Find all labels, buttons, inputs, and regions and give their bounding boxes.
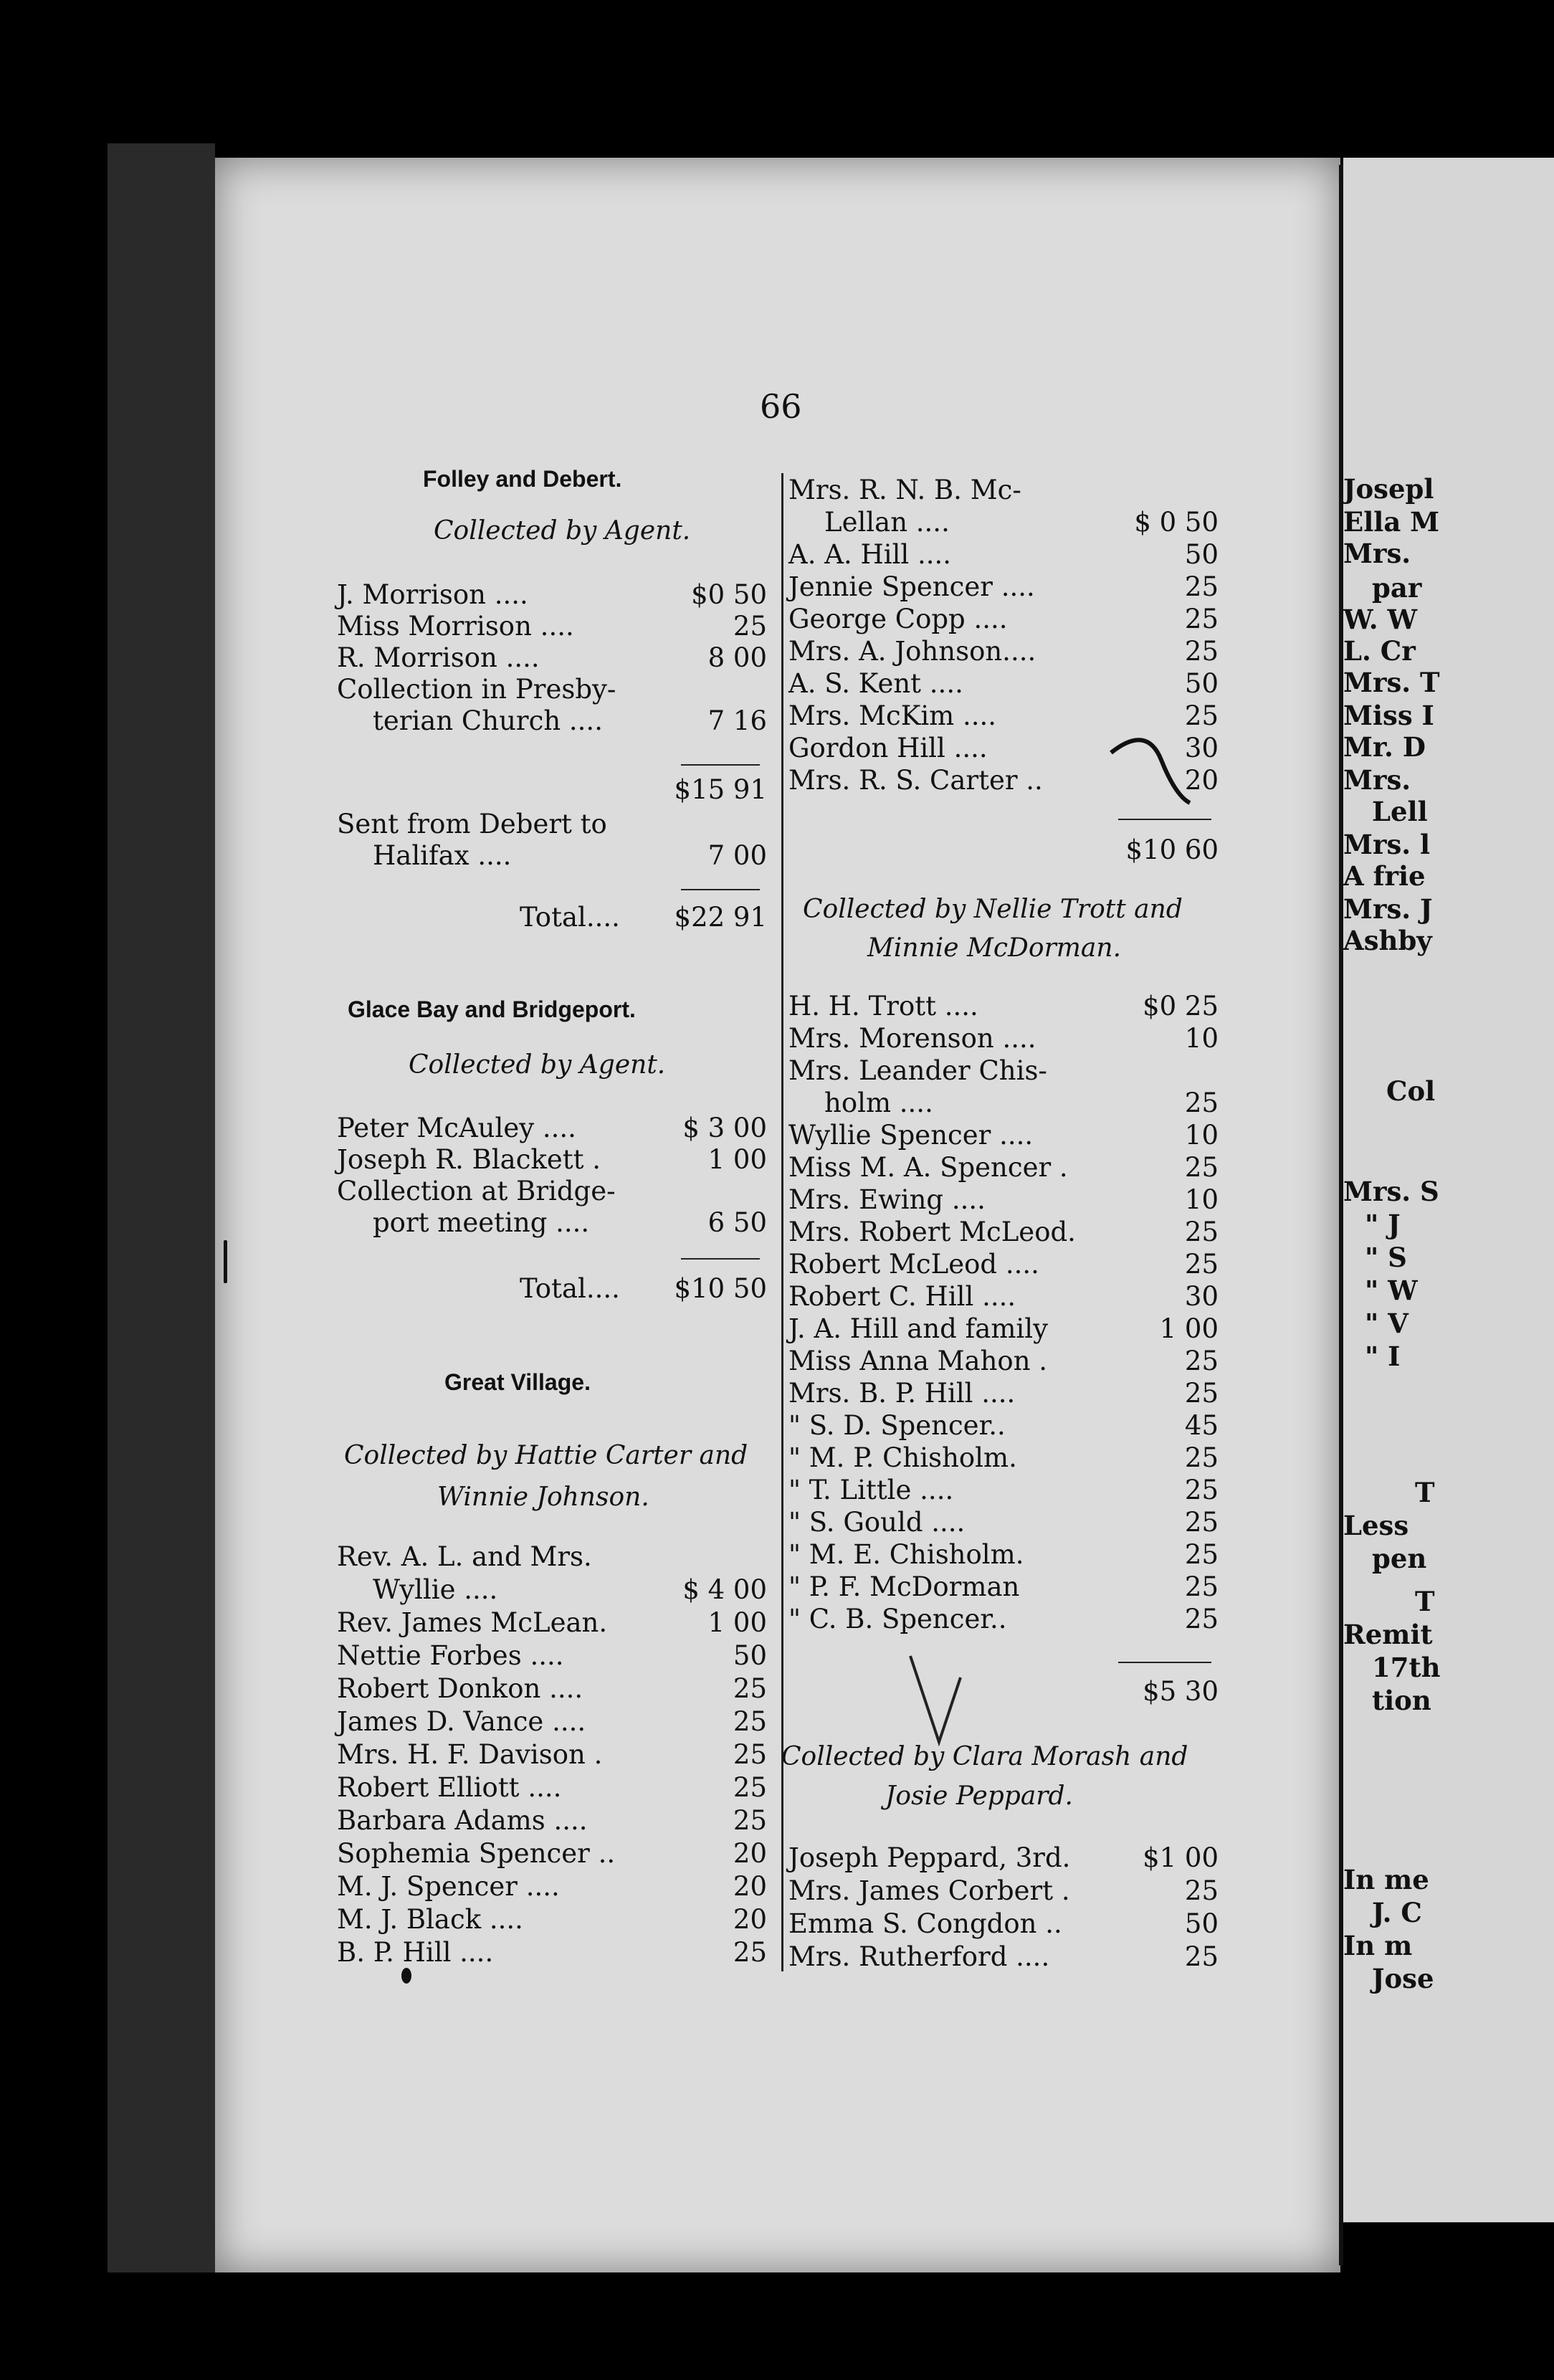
total-row	[337, 902, 767, 933]
sent-row-1	[337, 809, 767, 840]
sent-amount: 7 00	[707, 840, 767, 871]
amount: 10	[1184, 1184, 1219, 1215]
ink-spot	[401, 1968, 411, 1984]
contributor-name: " S. Gould ....	[788, 1507, 966, 1538]
collector-line: Collected by Agent.	[434, 516, 691, 546]
contributor-name: Jennie Spencer ....	[788, 571, 1035, 602]
list-item	[337, 1805, 767, 1837]
list-item	[788, 668, 1219, 700]
amount: 25	[733, 1805, 767, 1836]
right-page-fragment: Mrs.	[1343, 764, 1411, 796]
amount: 25	[1184, 1539, 1219, 1570]
list-item	[337, 1541, 767, 1573]
section-title-glace: Glace Bay and Bridgeport.	[348, 996, 636, 1022]
list-item	[337, 1607, 767, 1639]
contributor-name: " C. B. Spencer..	[788, 1604, 1007, 1634]
right-page-fragment: Col	[1386, 1075, 1436, 1107]
right-page-fragment: Less	[1343, 1510, 1409, 1541]
right-page-fragment: T	[1415, 1477, 1435, 1508]
amount: 45	[1184, 1410, 1219, 1441]
list-item	[788, 571, 1219, 603]
contributor-name: Mrs. H. F. Davison .	[337, 1739, 603, 1770]
list-item	[788, 1217, 1219, 1248]
total-label: Total....	[520, 1273, 620, 1304]
right-page	[1343, 158, 1554, 2222]
total-rule	[1118, 819, 1211, 820]
collector-line: Collected by Clara Morash and	[781, 1742, 1188, 1771]
list-item	[337, 705, 767, 737]
amount: $1 00	[1143, 1842, 1219, 1873]
contributor-name: Lellan ....	[824, 507, 950, 538]
list-item	[788, 1023, 1219, 1055]
sent-row-2	[337, 840, 767, 872]
list-item	[337, 1113, 767, 1144]
amount: $ 4 00	[682, 1574, 767, 1605]
list-item	[337, 1937, 767, 1969]
amount: 25	[1184, 1507, 1219, 1538]
contributor-name: Miss M. A. Spencer .	[788, 1152, 1068, 1183]
list-item	[788, 1378, 1219, 1409]
collector-line: Collected by Nellie Trott and	[803, 895, 1183, 924]
right-page-fragment: Josepl	[1343, 473, 1434, 505]
list-item	[337, 1706, 767, 1738]
contributor-name: Emma S. Congdon ..	[788, 1908, 1062, 1939]
total-rule	[681, 889, 760, 890]
subtotal-rule	[681, 764, 760, 766]
list-item	[337, 1904, 767, 1936]
contributor-name: port meeting ....	[373, 1207, 590, 1238]
list-item	[788, 1507, 1219, 1538]
amount: 50	[1184, 1908, 1219, 1939]
list-item	[788, 1875, 1219, 1907]
contributor-name: J. A. Hill and family	[788, 1313, 1048, 1344]
right-page-fragment: Mrs. S	[1343, 1176, 1439, 1207]
contributor-name: Collection in Presby-	[337, 674, 616, 705]
list-item	[788, 1152, 1219, 1184]
right-page-fragment: Mrs. T	[1343, 667, 1440, 698]
contributor-name: Robert C. Hill ....	[788, 1281, 1016, 1312]
contributor-name: Robert McLeod ....	[788, 1249, 1039, 1280]
list-item	[788, 1249, 1219, 1280]
amount: 25	[1184, 1604, 1219, 1634]
amount: 10	[1184, 1023, 1219, 1054]
page-number: 66	[760, 387, 802, 426]
list-item	[788, 1842, 1219, 1874]
amount: 1 00	[1159, 1313, 1219, 1344]
collector-line: Winnie Johnson.	[437, 1482, 649, 1512]
amount: 25	[1184, 1087, 1219, 1118]
list-item	[788, 475, 1219, 506]
right-page-fragment: Ashby	[1343, 925, 1432, 956]
collector-line: Collected by Hattie Carter and	[344, 1441, 748, 1470]
total-amount: $10 60	[1125, 834, 1219, 865]
contributor-name: Barbara Adams ....	[337, 1805, 588, 1836]
contributor-name: " M. P. Chisholm.	[788, 1442, 1017, 1473]
amount: $0 25	[1143, 991, 1219, 1022]
amount: 20	[1184, 765, 1219, 796]
subtotal-row	[337, 774, 767, 806]
list-item	[337, 611, 767, 642]
list-item	[788, 1941, 1219, 1973]
list-item	[788, 1475, 1219, 1506]
list-item	[788, 1571, 1219, 1603]
list-item	[788, 1087, 1219, 1119]
right-page-fragment: Jose	[1372, 1963, 1434, 1994]
right-page-fragment: T	[1415, 1586, 1435, 1617]
total-row	[337, 1273, 767, 1305]
contributor-name: Mrs. B. P. Hill ....	[788, 1378, 1016, 1409]
right-page-fragment: " I	[1365, 1341, 1401, 1372]
amount: 1 00	[707, 1607, 767, 1638]
contributor-name: M. J. Black ....	[337, 1904, 523, 1935]
total-amount: $10 50	[674, 1273, 767, 1304]
contributor-name: George Copp ....	[788, 604, 1008, 634]
list-item	[788, 636, 1219, 667]
right-page-fragment: In m	[1343, 1930, 1413, 1961]
list-item	[788, 1442, 1219, 1474]
list-item	[337, 579, 767, 611]
amount: 25	[1184, 1442, 1219, 1473]
contributor-name: Wyllie Spencer ....	[788, 1120, 1034, 1151]
subtotal-amount: $15 91	[674, 774, 767, 805]
amount: 25	[733, 1739, 767, 1770]
list-item	[788, 1313, 1219, 1345]
amount: 25	[733, 1673, 767, 1704]
sent-text: Halifax ....	[373, 840, 512, 871]
amount: 30	[1184, 1281, 1219, 1312]
total-rule	[681, 1258, 760, 1260]
right-page-fragment: tion	[1372, 1685, 1431, 1716]
contributor-name: " P. F. McDorman	[788, 1571, 1020, 1602]
amount: 1 00	[707, 1144, 767, 1175]
contributor-name: M. J. Spencer ....	[337, 1871, 560, 1902]
list-item	[788, 1184, 1219, 1216]
amount: 25	[733, 1937, 767, 1968]
list-item	[337, 1739, 767, 1771]
contributor-name: R. Morrison ....	[337, 642, 540, 673]
amount: 25	[1184, 604, 1219, 634]
contributor-name: Mrs. Leander Chis-	[788, 1055, 1047, 1086]
right-page-fragment: Lell	[1372, 796, 1428, 827]
total-row	[788, 834, 1219, 866]
amount: 20	[733, 1904, 767, 1935]
right-page-fragment: Ella M	[1343, 506, 1440, 538]
right-page-fragment: " V	[1365, 1308, 1408, 1339]
amount: 8 00	[707, 642, 767, 673]
amount: $0 50	[691, 579, 767, 610]
contributor-name: Joseph Peppard, 3rd.	[788, 1842, 1071, 1873]
amount: $ 0 50	[1134, 507, 1219, 538]
list-item	[337, 1574, 767, 1606]
collector-line: Collected by Agent.	[409, 1050, 666, 1080]
contributor-name: Mrs. McKim ....	[788, 700, 997, 731]
amount: 25	[733, 1706, 767, 1737]
amount: 25	[1184, 571, 1219, 602]
list-item	[788, 539, 1219, 571]
contributor-name: Mrs. Morenson ....	[788, 1023, 1036, 1054]
section-title-great-village: Great Village.	[444, 1369, 591, 1395]
list-item	[788, 604, 1219, 635]
amount: 50	[733, 1640, 767, 1671]
contributor-name: Collection at Bridge-	[337, 1176, 616, 1206]
pencil-mark	[896, 1649, 982, 1763]
contributor-name: Mrs. R. N. B. Mc-	[788, 475, 1021, 505]
contributor-name: Mrs. Ewing ....	[788, 1184, 986, 1215]
list-item	[337, 1176, 767, 1207]
list-item	[337, 1640, 767, 1672]
list-item	[788, 1539, 1219, 1571]
amount: 30	[1184, 733, 1219, 763]
contributor-name: " M. E. Chisholm.	[788, 1539, 1024, 1570]
right-page-fragment: A frie	[1343, 860, 1426, 892]
amount: 25	[733, 611, 767, 642]
total-row	[788, 1676, 1219, 1708]
amount: 25	[1184, 1378, 1219, 1409]
amount: 25	[733, 1772, 767, 1803]
list-item	[788, 1908, 1219, 1940]
contributor-name: " T. Little ....	[788, 1475, 954, 1505]
right-page-fragment: pen	[1372, 1543, 1427, 1574]
list-item	[337, 1207, 767, 1239]
contributor-name: Rev. James McLean.	[337, 1607, 608, 1638]
right-page-fragment: Miss I	[1343, 700, 1434, 731]
contributor-name: Peter McAuley ....	[337, 1113, 576, 1143]
amount: 25	[1184, 700, 1219, 731]
amount: $ 3 00	[682, 1113, 767, 1143]
pencil-mark	[1104, 717, 1204, 817]
contributor-name: Mrs. A. Johnson....	[788, 636, 1036, 667]
amount: 20	[733, 1871, 767, 1902]
contributor-name: Miss Anna Mahon .	[788, 1346, 1048, 1376]
amount: 25	[1184, 1475, 1219, 1505]
contributor-name: " S. D. Spencer..	[788, 1410, 1006, 1441]
list-item	[788, 1055, 1219, 1087]
book-edge	[108, 143, 215, 2272]
collector-line: Josie Peppard.	[885, 1781, 1074, 1811]
list-item	[788, 507, 1219, 538]
contributor-name: Mrs. Robert McLeod.	[788, 1217, 1076, 1247]
contributor-name: Joseph R. Blackett .	[337, 1144, 601, 1175]
right-page-fragment: In me	[1343, 1864, 1429, 1895]
list-item	[788, 1410, 1219, 1442]
amount: 10	[1184, 1120, 1219, 1151]
right-page-fragment: Mr. D	[1343, 731, 1426, 763]
contributor-name: Mrs. Rutherford ....	[788, 1941, 1050, 1972]
sent-text: Sent from Debert to	[337, 809, 607, 839]
right-page-fragment: 17th	[1372, 1652, 1441, 1683]
right-page-fragment: W. W	[1343, 604, 1418, 635]
right-page-fragment: Mrs. J	[1343, 893, 1433, 925]
right-page-fragment: L. Cr	[1343, 635, 1416, 667]
right-page-fragment: J. C	[1372, 1897, 1422, 1928]
ink-mark	[224, 1240, 227, 1283]
right-page-fragment: " W	[1365, 1275, 1418, 1306]
amount: 25	[1184, 1249, 1219, 1280]
contributor-name: Wyllie ....	[373, 1574, 498, 1605]
amount: 6 50	[707, 1207, 767, 1238]
list-item	[337, 1838, 767, 1870]
contributor-name: B. P. Hill ....	[337, 1937, 494, 1968]
amount: 25	[1184, 1217, 1219, 1247]
contributor-name: Robert Elliott ....	[337, 1772, 562, 1803]
amount: 50	[1184, 668, 1219, 699]
contributor-name: A. S. Kent ....	[788, 668, 963, 699]
list-item	[337, 1772, 767, 1804]
amount: 25	[1184, 636, 1219, 667]
amount: 25	[1184, 1571, 1219, 1602]
list-item	[337, 642, 767, 674]
total-amount: $22 91	[674, 902, 767, 933]
contributor-name: Sophemia Spencer ..	[337, 1838, 616, 1869]
collector-line: Minnie McDorman.	[867, 933, 1122, 963]
list-item	[788, 1604, 1219, 1635]
contributor-name: James D. Vance ....	[337, 1706, 586, 1737]
right-page-fragment: Mrs.	[1343, 538, 1411, 569]
list-item	[337, 1144, 767, 1176]
total-label: Total....	[520, 902, 620, 933]
right-page-fragment: Remit	[1343, 1619, 1433, 1650]
contributor-name: Miss Morrison ....	[337, 611, 574, 642]
amount: 20	[733, 1838, 767, 1869]
amount: 25	[1184, 1346, 1219, 1376]
contributor-name: Mrs. James Corbert .	[788, 1875, 1070, 1906]
list-item	[337, 1673, 767, 1705]
right-page-fragment: " J	[1365, 1209, 1401, 1240]
contributor-name: A. A. Hill ....	[788, 539, 952, 570]
list-item	[788, 1346, 1219, 1377]
contributor-name: Robert Donkon ....	[337, 1673, 583, 1704]
total-amount: $5 30	[1143, 1676, 1219, 1707]
amount: 7 16	[707, 705, 767, 736]
contributor-name: Gordon Hill ....	[788, 733, 988, 763]
amount: 50	[1184, 539, 1219, 570]
list-item	[788, 1120, 1219, 1151]
list-item	[337, 674, 767, 705]
section-title-folley: Folley and Debert.	[423, 466, 622, 492]
right-page-fragment: Mrs. l	[1343, 829, 1431, 860]
contributor-name: Nettie Forbes ....	[337, 1640, 564, 1671]
total-rule	[1118, 1662, 1211, 1663]
right-page-fragment: " S	[1365, 1242, 1407, 1273]
list-item	[788, 1281, 1219, 1313]
amount: 25	[1184, 1941, 1219, 1972]
list-item	[337, 1871, 767, 1903]
contributor-name: terian Church ....	[373, 705, 603, 736]
contributor-name: holm ....	[824, 1087, 933, 1118]
amount: 25	[1184, 1875, 1219, 1906]
right-page-fragment: par	[1372, 572, 1422, 604]
contributor-name: J. Morrison ....	[337, 579, 528, 610]
contributor-name: H. H. Trott ....	[788, 991, 978, 1022]
list-item	[788, 991, 1219, 1022]
contributor-name: Mrs. R. S. Carter ..	[788, 765, 1043, 796]
contributor-name: Rev. A. L. and Mrs.	[337, 1541, 592, 1572]
amount: 25	[1184, 1152, 1219, 1183]
